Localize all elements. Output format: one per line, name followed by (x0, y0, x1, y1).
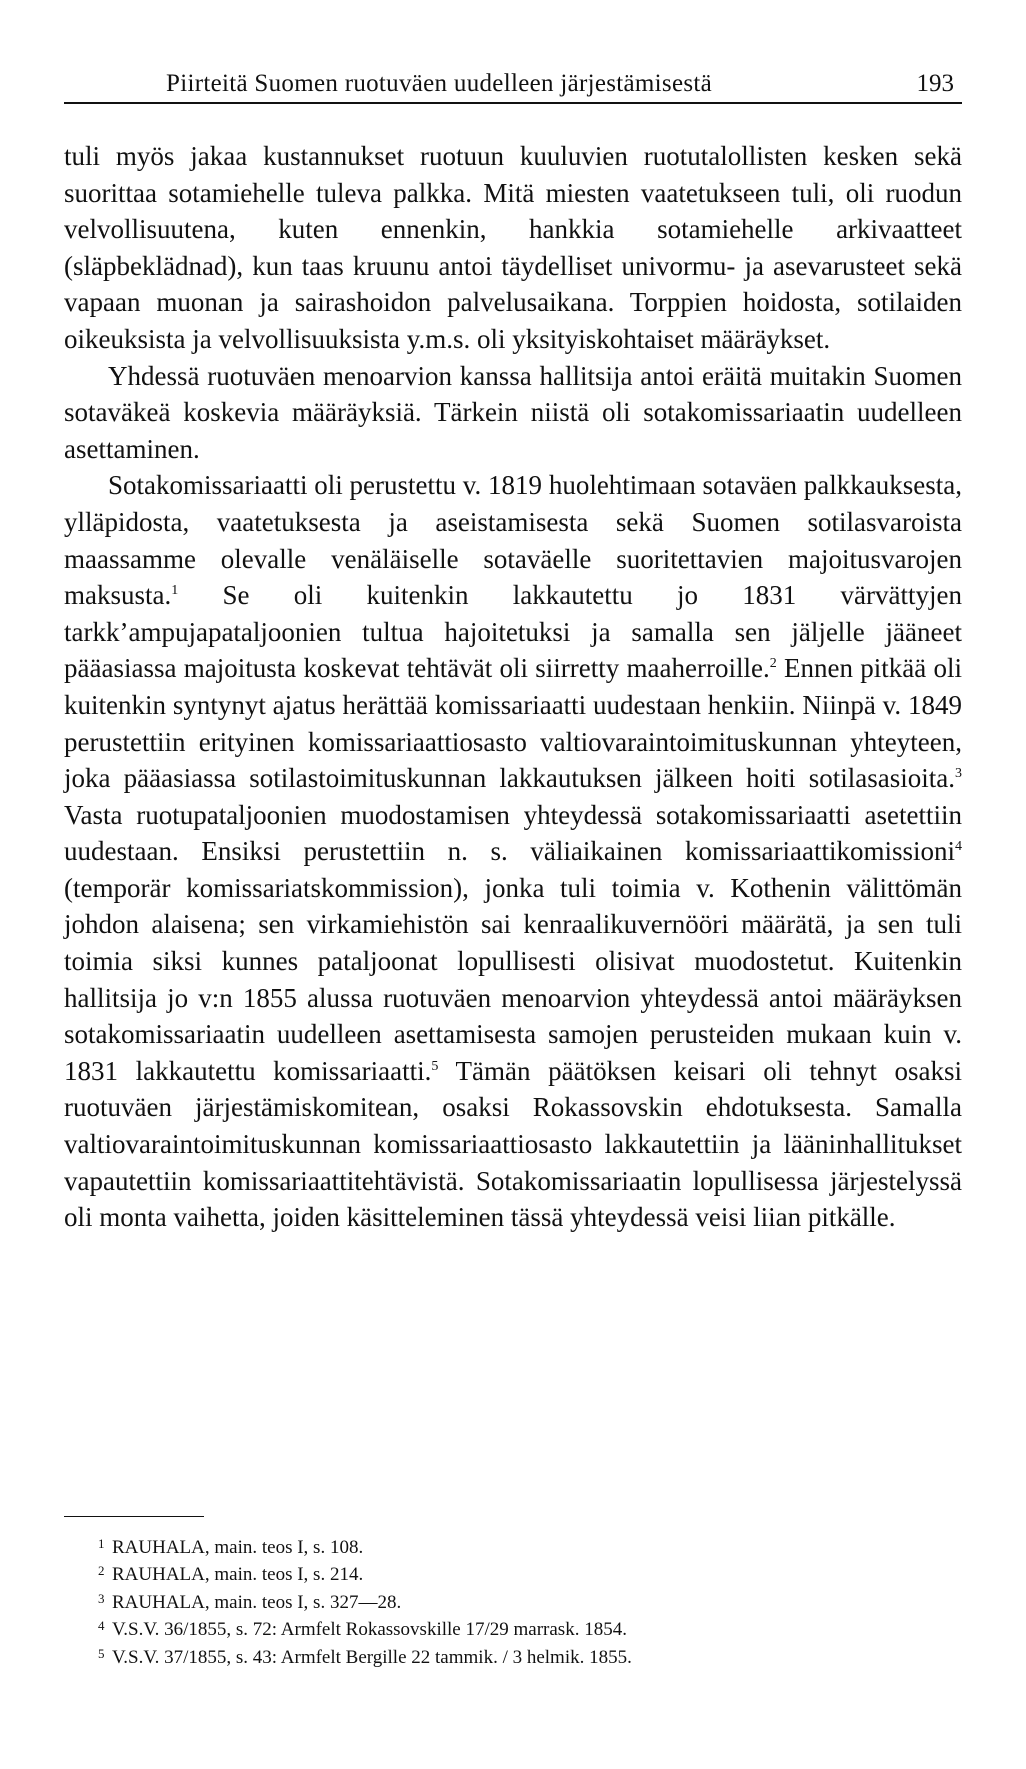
footnote-ref: 5 (431, 1058, 439, 1074)
footnote-text: RAUHALA, main. teos I, s. 214. (112, 1564, 364, 1586)
paragraph-3-text: (temporär komissariatskommission), jonka tuli toimia v. Kothenin välittömän johdon alaisena; sen virkamiehistön sai kenraalikuvernööri määrätä, ja sen tuli toimia siksi kunnes pataljoonat lopullisesti olisivat muodostetut. Kuitenkin hallitsija jo v:n 1855 alussa ruotuväen menoarvion yhteydessä antoi määräyksen sotakomissariaatin uudelleen asettamisesta samojen perusteiden mukaan kuin v. 1831 lakkautettu komissariaatti. (64, 872, 962, 1086)
paragraph-3-text: Tämän päätöksen keisari oli tehnyt osaksi ruotuväen järjestämiskomitean, osaksi Rokassovskin ehdotuksesta. Samalla valtiovaraintoimituskunnan komissariaattiosasto lakkautettiin ja lääninhallitukset vapautettiin komissariaattitehtävistä. Sotakomissariaatin lopullisessa järjestelyssä oli monta vaihetta, joiden käsitteleminen tässä yhteydessä veisi liian pitkälle. (64, 1055, 962, 1233)
body-text (64, 138, 962, 1236)
paragraph-3 (64, 467, 962, 1235)
footnote-text: RAUHALA, main. teos I, s. 108. (112, 1537, 364, 1558)
footnote-divider (64, 1516, 204, 1517)
footnote-number: 2 (98, 1563, 105, 1579)
footnote (64, 1534, 962, 1561)
running-header (64, 62, 962, 104)
page-number: 193 (916, 70, 954, 97)
footnote-number: 5 (98, 1645, 105, 1661)
paragraph-3-text: Se oli kuitenkin lakkautettu jo 1831 värvättyjen tarkk’ampujapataljoonien tultua hajoitetuksi ja samalla sen jäljelle jääneet pääasiassa majoitusta koskevat tehtävät oli siirretty maaherroille. (64, 580, 962, 684)
paragraph-2: Yhdessä ruotuväen menoarvion kanssa hallitsija antoi eräitä muitakin Suomen sotaväkeä koskevia määräyksiä. Tärkein niistä oli sotakomissariaatin uudelleen asettaminen. (64, 360, 962, 464)
paragraph-3-text: Sotakomissariaatti oli perustettu v. 1819 huolehtimaan sotaväen palkkauksesta, ylläpidosta, vaatetuksesta ja aseistamisesta sekä Suomen sotilasvaroista maassamme olevalle venäläiselle sotaväelle suoritettavien majoitusvarojen maksusta. (64, 470, 962, 611)
footnote-text: V.S.V. 37/1855, s. 43: Armfelt Bergille 22 tammik. / 3 helmik. 1855. (112, 1646, 632, 1668)
footnote (64, 1589, 962, 1616)
footnote-ref: 4 (955, 839, 962, 855)
footnote-ref: 2 (769, 656, 777, 672)
footnote-ref: 1 (171, 583, 179, 599)
paragraph-3-text: Vasta ruotupataljoonien muodostamisen yhteydessä sotakomissariaatti asetettiin uudestaan. Ensiksi perustettiin n. s. väliaikainen komissariaattikomissioni (64, 799, 962, 867)
footnote (64, 1616, 962, 1643)
paragraph-1: tuli myös jakaa kustannukset ruotuun kuuluvien ruotutalollisten kesken sekä suorittaa sotamiehelle tuleva palkka. Mitä miesten vaatetukseen tuli, oli ruodun velvollisuutena, kuten ennenkin, hankkia sotamiehelle arkivaatteet (släpbeklädnad), kun taas kruunu antoi täydelliset univormu- ja asevarusteet sekä vapaan muonan ja sairashoidon palvelusaikana. Torppien hoidosta, sotilaiden oikeuksista ja velvollisuuksista y.m.s. oli yksityiskohtaiset määräykset. (64, 141, 962, 354)
footnote-text: RAUHALA, main. teos I, s. 327—28. (112, 1591, 402, 1613)
paragraph-3-text: Ennen pitkää oli kuitenkin syntynyt ajatus herättää komissariaatti uudestaan henkiin. Niinpä v. 1849 perustettiin erityinen komissariaattiosasto valtiovaraintoimituskunnan yhteyteen, joka pääasiassa sotilastoimituskunnan lakkautuksen jälkeen hoiti sotilasasioita. (64, 653, 962, 794)
footnote (64, 1644, 962, 1671)
footnote-text: V.S.V. 36/1855, s. 72: Armfelt Rokassovskille 17/29 marrask. 1854. (112, 1619, 627, 1641)
running-title: Piirteitä Suomen ruotuväen uudelleen järjestämisestä (166, 70, 713, 97)
footnote (64, 1561, 962, 1588)
footnote-number: 3 (98, 1590, 105, 1606)
footnote-number: 4 (98, 1618, 105, 1634)
footnotes (64, 1534, 962, 1671)
footnote-number: 1 (98, 1536, 105, 1551)
footnote-ref: 3 (955, 766, 962, 782)
